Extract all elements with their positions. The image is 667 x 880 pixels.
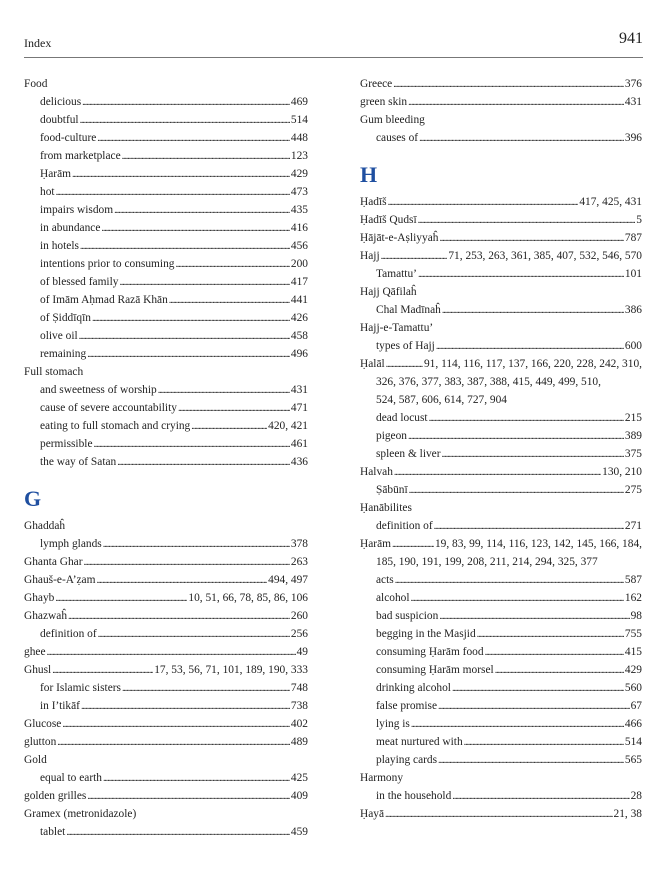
dot-leader — [56, 183, 290, 201]
dot-leader — [442, 301, 624, 319]
index-entry — [360, 93, 642, 111]
entry-term: Ḥadīš Qudsī — [360, 214, 417, 226]
dot-leader — [464, 733, 624, 751]
entry-term: consuming Ḥarām morsel — [376, 664, 494, 676]
dot-leader — [57, 733, 290, 751]
index-entry — [24, 643, 308, 661]
entry-page-numbers: 376 — [624, 78, 642, 90]
index-subentry — [360, 571, 642, 589]
entry-term: eating to full stomach and crying — [40, 420, 191, 432]
dot-leader — [495, 661, 624, 679]
entry-term: Halvah — [360, 466, 393, 478]
entry-term: of Imām Aḥmad Razā Khān — [40, 294, 168, 306]
index-subentry — [24, 219, 308, 237]
index-subentry — [360, 679, 642, 697]
dot-leader — [385, 805, 612, 823]
index-subentry — [360, 787, 642, 805]
dot-leader — [411, 589, 624, 607]
entry-term: Hajj-e-Tamattu’ — [360, 322, 434, 334]
entry-page-numbers: 98 — [630, 610, 642, 622]
index-subentry — [24, 183, 308, 201]
entry-term: pigeon — [376, 430, 408, 442]
dot-leader — [82, 93, 290, 111]
index-subentry — [360, 427, 642, 445]
entry-term: golden grilles — [24, 790, 87, 802]
entry-page-numbers: 200 — [290, 258, 308, 270]
dot-leader — [92, 309, 290, 327]
index-subentry — [360, 409, 642, 427]
letter-spacer — [24, 471, 308, 481]
dot-leader — [409, 481, 624, 499]
index-entry — [24, 553, 308, 571]
index-subentry — [24, 417, 308, 435]
section-title: Index — [24, 36, 52, 50]
dot-leader — [52, 661, 153, 679]
index-column-left — [24, 75, 308, 841]
index-subentry — [24, 273, 308, 291]
entry-term: consuming Ḥarām food — [376, 646, 484, 658]
dot-leader — [191, 417, 267, 435]
index-subentry — [360, 589, 642, 607]
section-letter-heading: G — [24, 486, 42, 511]
entry-term: remaining — [40, 348, 87, 360]
dot-leader — [79, 327, 290, 345]
entry-term: Gramex (metronidazole) — [24, 808, 137, 820]
dot-leader — [452, 787, 629, 805]
entry-term: the way of Satan — [40, 456, 117, 468]
entry-term: Glucose — [24, 718, 62, 730]
entry-page-numbers: 402 — [290, 718, 308, 730]
entry-term: Ghayb — [24, 592, 55, 604]
entry-page-numbers: 429 — [290, 168, 308, 180]
entry-term: Harmony — [360, 772, 404, 784]
dot-leader — [419, 129, 624, 147]
entry-page-numbers: 496 — [290, 348, 308, 360]
index-subentry — [24, 697, 308, 715]
dot-leader — [68, 607, 290, 625]
entry-term: bad suspicion — [376, 610, 439, 622]
entry-page-numbers: 469 — [290, 96, 308, 108]
entry-term: causes of — [376, 132, 419, 144]
entry-page-numbers: 448 — [290, 132, 308, 144]
dot-leader — [436, 337, 624, 355]
dot-leader — [114, 201, 290, 219]
index-subentry — [24, 111, 308, 129]
index-subentry — [360, 129, 642, 147]
index-subentry — [24, 291, 308, 309]
index-subentry — [360, 265, 642, 283]
entry-term: Ḥarām — [40, 168, 71, 180]
entry-page-numbers: 260 — [290, 610, 308, 622]
index-entry — [24, 363, 308, 381]
entry-term: ghee — [24, 646, 46, 658]
dot-leader — [394, 463, 601, 481]
index-subentry — [360, 301, 642, 319]
entry-term: lymph glands — [40, 538, 102, 550]
entry-term: Chal Madīnaĥ — [376, 304, 441, 316]
entry-term: Ḥadīš — [360, 196, 387, 208]
index-entry — [360, 355, 642, 373]
dot-leader — [122, 679, 290, 697]
dot-leader — [418, 265, 624, 283]
entry-term: definition of — [376, 520, 433, 532]
dot-leader — [103, 535, 290, 553]
index-subentry — [360, 481, 642, 499]
entry-term: Ghusl — [24, 664, 52, 676]
entry-term: Ghazwaĥ — [24, 610, 68, 622]
entry-term: Ghaddaĥ — [24, 520, 66, 532]
dot-leader — [392, 535, 434, 553]
index-subentry — [360, 337, 642, 355]
index-subentry — [24, 625, 308, 643]
index-subentry — [24, 93, 308, 111]
dot-leader — [158, 381, 290, 399]
entry-term: of blessed family — [40, 276, 119, 288]
entry-page-numbers: 458 — [290, 330, 308, 342]
entry-term: Tamattu’ — [376, 268, 417, 280]
entry-page-numbers: 426 — [290, 312, 308, 324]
dot-leader — [438, 697, 630, 715]
index-subentry — [24, 201, 308, 219]
entry-term: meat nurtured with — [376, 736, 463, 748]
index-entry — [24, 787, 308, 805]
entry-term: Ḥalāl — [360, 358, 385, 370]
entry-page-numbers: 416 — [290, 222, 308, 234]
entry-page-numbers: 378 — [290, 538, 308, 550]
entry-page-numbers: 560 — [624, 682, 642, 694]
dot-leader — [386, 355, 423, 373]
dot-leader — [393, 75, 624, 93]
entry-term: doubtful — [40, 114, 79, 126]
entry-page-numbers: 600 — [624, 340, 642, 352]
index-entry — [24, 517, 308, 535]
entry-page-numbers: 489 — [290, 736, 308, 748]
index-entry — [24, 571, 308, 589]
entry-term: definition of — [40, 628, 97, 640]
entry-term: lying is — [376, 718, 410, 730]
entry-continuation-line: 524, 587, 606, 614, 727, 904 — [376, 394, 507, 406]
entry-term: Ṣābūnī — [376, 484, 408, 496]
index-entry — [360, 193, 642, 211]
entry-page-numbers: 101 — [624, 268, 642, 280]
dot-leader — [439, 229, 623, 247]
index-entry — [360, 111, 642, 129]
index-subentry — [24, 453, 308, 471]
entry-term: food-culture — [40, 132, 97, 144]
dot-leader — [442, 445, 624, 463]
dot-leader — [429, 409, 624, 427]
entry-page-numbers: 375 — [624, 448, 642, 460]
entry-page-numbers: 49 — [296, 646, 308, 658]
entry-term: Ḥayā — [360, 808, 385, 820]
entry-page-numbers: 459 — [290, 826, 308, 838]
index-subentry — [24, 309, 308, 327]
entry-continuation-line: 185, 190, 191, 199, 208, 211, 214, 294, 325, 377 — [376, 556, 598, 568]
index-entry — [360, 247, 642, 265]
entry-page-numbers: 425 — [290, 772, 308, 784]
entry-page-numbers: 494, 497 — [268, 574, 308, 586]
entry-continuation-line: 326, 376, 377, 383, 387, 388, 415, 449, 499, 510, — [376, 376, 601, 388]
entry-page-numbers: 409 — [290, 790, 308, 802]
entry-term: in abundance — [40, 222, 101, 234]
dot-leader — [411, 715, 624, 733]
entry-page-numbers: 21, 38 — [613, 808, 642, 820]
entry-term: begging in the Masjid — [376, 628, 476, 640]
entry-page-numbers: 738 — [290, 700, 308, 712]
dot-leader — [122, 147, 290, 165]
index-subentry — [24, 165, 308, 183]
entry-term: in I’tikāf — [40, 700, 80, 712]
entry-term: olive oil — [40, 330, 78, 342]
entry-page-numbers: 787 — [624, 232, 642, 244]
entry-term: Greece — [360, 78, 393, 90]
dot-leader — [408, 427, 624, 445]
dot-leader — [94, 435, 290, 453]
page-number: 941 — [619, 30, 643, 47]
entry-term: green skin — [360, 96, 408, 108]
dot-leader — [47, 643, 296, 661]
entry-page-numbers: 389 — [624, 430, 642, 442]
index-subentry — [360, 517, 642, 535]
index-subentry — [360, 643, 642, 661]
dot-leader — [178, 399, 290, 417]
entry-page-numbers: 473 — [290, 186, 308, 198]
dot-leader — [381, 247, 448, 265]
entry-term: Ghanta Ghar — [24, 556, 83, 568]
index-entry — [360, 319, 642, 337]
entry-term: and sweetness of worship — [40, 384, 157, 396]
entry-term: for Islamic sisters — [40, 682, 121, 694]
entry-term: glutton — [24, 736, 57, 748]
index-subentry — [24, 381, 308, 399]
dot-leader — [169, 291, 290, 309]
dot-leader — [80, 111, 290, 129]
entry-term: Ḥājāt-e-Aṣliyyaĥ — [360, 232, 439, 244]
dot-leader — [80, 237, 290, 255]
entry-term: Hajj Qāfilaĥ — [360, 286, 417, 298]
index-entry — [24, 715, 308, 733]
entry-term: cause of severe accountability — [40, 402, 177, 414]
index-subentry — [360, 661, 642, 679]
dot-leader — [408, 93, 624, 111]
entry-page-numbers: 456 — [290, 240, 308, 252]
index-entry — [360, 499, 642, 517]
index-subentry — [24, 435, 308, 453]
index-subentry — [24, 535, 308, 553]
index-entry — [24, 75, 308, 93]
index-subentry — [24, 345, 308, 363]
entry-page-numbers: 263 — [290, 556, 308, 568]
entry-term: Ḥanābilites — [360, 502, 412, 514]
entry-term: acts — [376, 574, 394, 586]
index-entry — [360, 535, 642, 553]
entry-page-numbers: 130, 210 — [602, 466, 642, 478]
entry-page-numbers: 67 — [630, 700, 642, 712]
entry-term: from marketplace — [40, 150, 121, 162]
index-subentry — [24, 237, 308, 255]
header-rule — [24, 57, 643, 58]
entry-page-numbers: 431 — [290, 384, 308, 396]
entry-term: false promise — [376, 700, 438, 712]
dot-leader — [438, 751, 624, 769]
index-subentry — [24, 129, 308, 147]
entry-page-numbers: 123 — [290, 150, 308, 162]
entry-term: of Ṣiddīqīn — [40, 312, 91, 324]
entry-page-numbers: 417, 425, 431 — [579, 196, 642, 208]
entry-term: Ghauš-e-A’ẓam — [24, 574, 96, 586]
entry-page-numbers: 471 — [290, 402, 308, 414]
dot-leader — [103, 769, 290, 787]
entry-page-numbers: 441 — [290, 294, 308, 306]
entry-term: tablet — [40, 826, 66, 838]
entry-term: permissible — [40, 438, 93, 450]
dot-leader — [477, 625, 624, 643]
entry-page-numbers: 162 — [624, 592, 642, 604]
entry-page-numbers: 71, 253, 263, 361, 385, 407, 532, 546, 570 — [448, 250, 642, 262]
dot-leader — [119, 273, 289, 291]
index-subentry — [360, 733, 642, 751]
entry-page-numbers: 215 — [624, 412, 642, 424]
entry-page-numbers: 91, 114, 116, 117, 137, 166, 220, 228, 242, 310, — [423, 358, 642, 370]
dot-leader — [175, 255, 289, 273]
letter-spacer — [360, 147, 642, 157]
entry-term: Food — [24, 78, 48, 90]
index-subentry — [360, 607, 642, 625]
entry-page-numbers: 431 — [624, 96, 642, 108]
entry-page-numbers: 5 — [636, 214, 642, 226]
entry-page-numbers: 28 — [630, 790, 642, 802]
entry-term: playing cards — [376, 754, 438, 766]
entry-page-numbers: 415 — [624, 646, 642, 658]
dot-leader — [72, 165, 290, 183]
dot-leader — [101, 219, 289, 237]
entry-page-numbers: 435 — [290, 204, 308, 216]
entry-term: Full stomach — [24, 366, 84, 378]
entry-page-numbers: 19, 83, 99, 114, 116, 123, 142, 145, 166, 184, — [434, 538, 642, 550]
index-entry — [24, 733, 308, 751]
entry-term: Gum bleeding — [360, 114, 425, 126]
entry-term: equal to earth — [40, 772, 102, 784]
dot-leader — [62, 715, 290, 733]
entry-term: Ḥarām — [360, 538, 391, 550]
entry-page-numbers: 271 — [624, 520, 642, 532]
index-column-right — [360, 75, 642, 823]
entry-page-numbers: 461 — [290, 438, 308, 450]
entry-term: alcohol — [376, 592, 410, 604]
entry-page-numbers: 436 — [290, 456, 308, 468]
entry-page-numbers: 514 — [624, 736, 642, 748]
entry-term: spleen & liver — [376, 448, 441, 460]
index-subentry — [24, 823, 308, 841]
entry-term: drinking alcohol — [376, 682, 451, 694]
entry-page-numbers: 17, 53, 56, 71, 101, 189, 190, 333 — [154, 664, 308, 676]
entry-term: in hotels — [40, 240, 79, 252]
dot-leader — [96, 571, 267, 589]
entry-page-numbers: 587 — [624, 574, 642, 586]
index-subentry — [24, 769, 308, 787]
entry-term: Hajj — [360, 250, 380, 262]
entry-page-numbers: 514 — [290, 114, 308, 126]
index-subentry — [360, 715, 642, 733]
entry-page-numbers: 755 — [624, 628, 642, 640]
index-entry — [360, 769, 642, 787]
index-subentry — [24, 399, 308, 417]
index-entry — [24, 589, 308, 607]
index-entry — [24, 751, 308, 769]
dot-leader — [87, 787, 290, 805]
entry-term: in the household — [376, 790, 452, 802]
index-subentry — [360, 625, 642, 643]
entry-page-numbers: 748 — [290, 682, 308, 694]
entry-page-numbers: 256 — [290, 628, 308, 640]
dot-leader — [97, 129, 290, 147]
index-subentry — [360, 445, 642, 463]
index-entry — [24, 661, 308, 679]
entry-page-numbers: 10, 51, 66, 78, 85, 86, 106 — [188, 592, 308, 604]
index-entry — [360, 463, 642, 481]
entry-page-numbers: 417 — [290, 276, 308, 288]
entry-term: delicious — [40, 96, 82, 108]
entry-term: intentions prior to consuming — [40, 258, 175, 270]
entry-term: Gold — [24, 754, 47, 766]
index-entry — [360, 229, 642, 247]
entry-page-numbers: 386 — [624, 304, 642, 316]
dot-leader — [66, 823, 290, 841]
entry-page-numbers: 396 — [624, 132, 642, 144]
index-subentry — [24, 679, 308, 697]
dot-leader — [485, 643, 624, 661]
entry-page-numbers: 429 — [624, 664, 642, 676]
entry-term: hot — [40, 186, 55, 198]
dot-leader — [55, 589, 187, 607]
dot-leader — [439, 607, 629, 625]
dot-leader — [395, 571, 624, 589]
entry-term: dead locust — [376, 412, 428, 424]
entry-page-numbers: 466 — [624, 718, 642, 730]
dot-leader — [452, 679, 624, 697]
page-header — [24, 28, 643, 56]
entry-term: types of Hajj — [376, 340, 435, 352]
index-subentry — [24, 255, 308, 273]
dot-leader — [98, 625, 290, 643]
index-entry — [360, 75, 642, 93]
index-entry — [24, 607, 308, 625]
dot-leader — [117, 453, 290, 471]
index-entry — [24, 805, 308, 823]
dot-leader — [388, 193, 579, 211]
entry-term: impairs wisdom — [40, 204, 114, 216]
index-subentry — [24, 327, 308, 345]
index-subentry — [360, 697, 642, 715]
index-subentry — [360, 751, 642, 769]
index-entry — [360, 283, 642, 301]
dot-leader — [87, 345, 290, 363]
index-entry — [360, 211, 642, 229]
dot-leader — [81, 697, 290, 715]
index-subentry — [24, 147, 308, 165]
dot-leader — [418, 211, 636, 229]
entry-page-numbers: 420, 421 — [268, 420, 308, 432]
dot-leader — [434, 517, 624, 535]
section-letter-heading: H — [360, 162, 378, 187]
entry-page-numbers: 275 — [624, 484, 642, 496]
dot-leader — [84, 553, 290, 571]
index-entry — [360, 805, 642, 823]
entry-page-numbers: 565 — [624, 754, 642, 766]
